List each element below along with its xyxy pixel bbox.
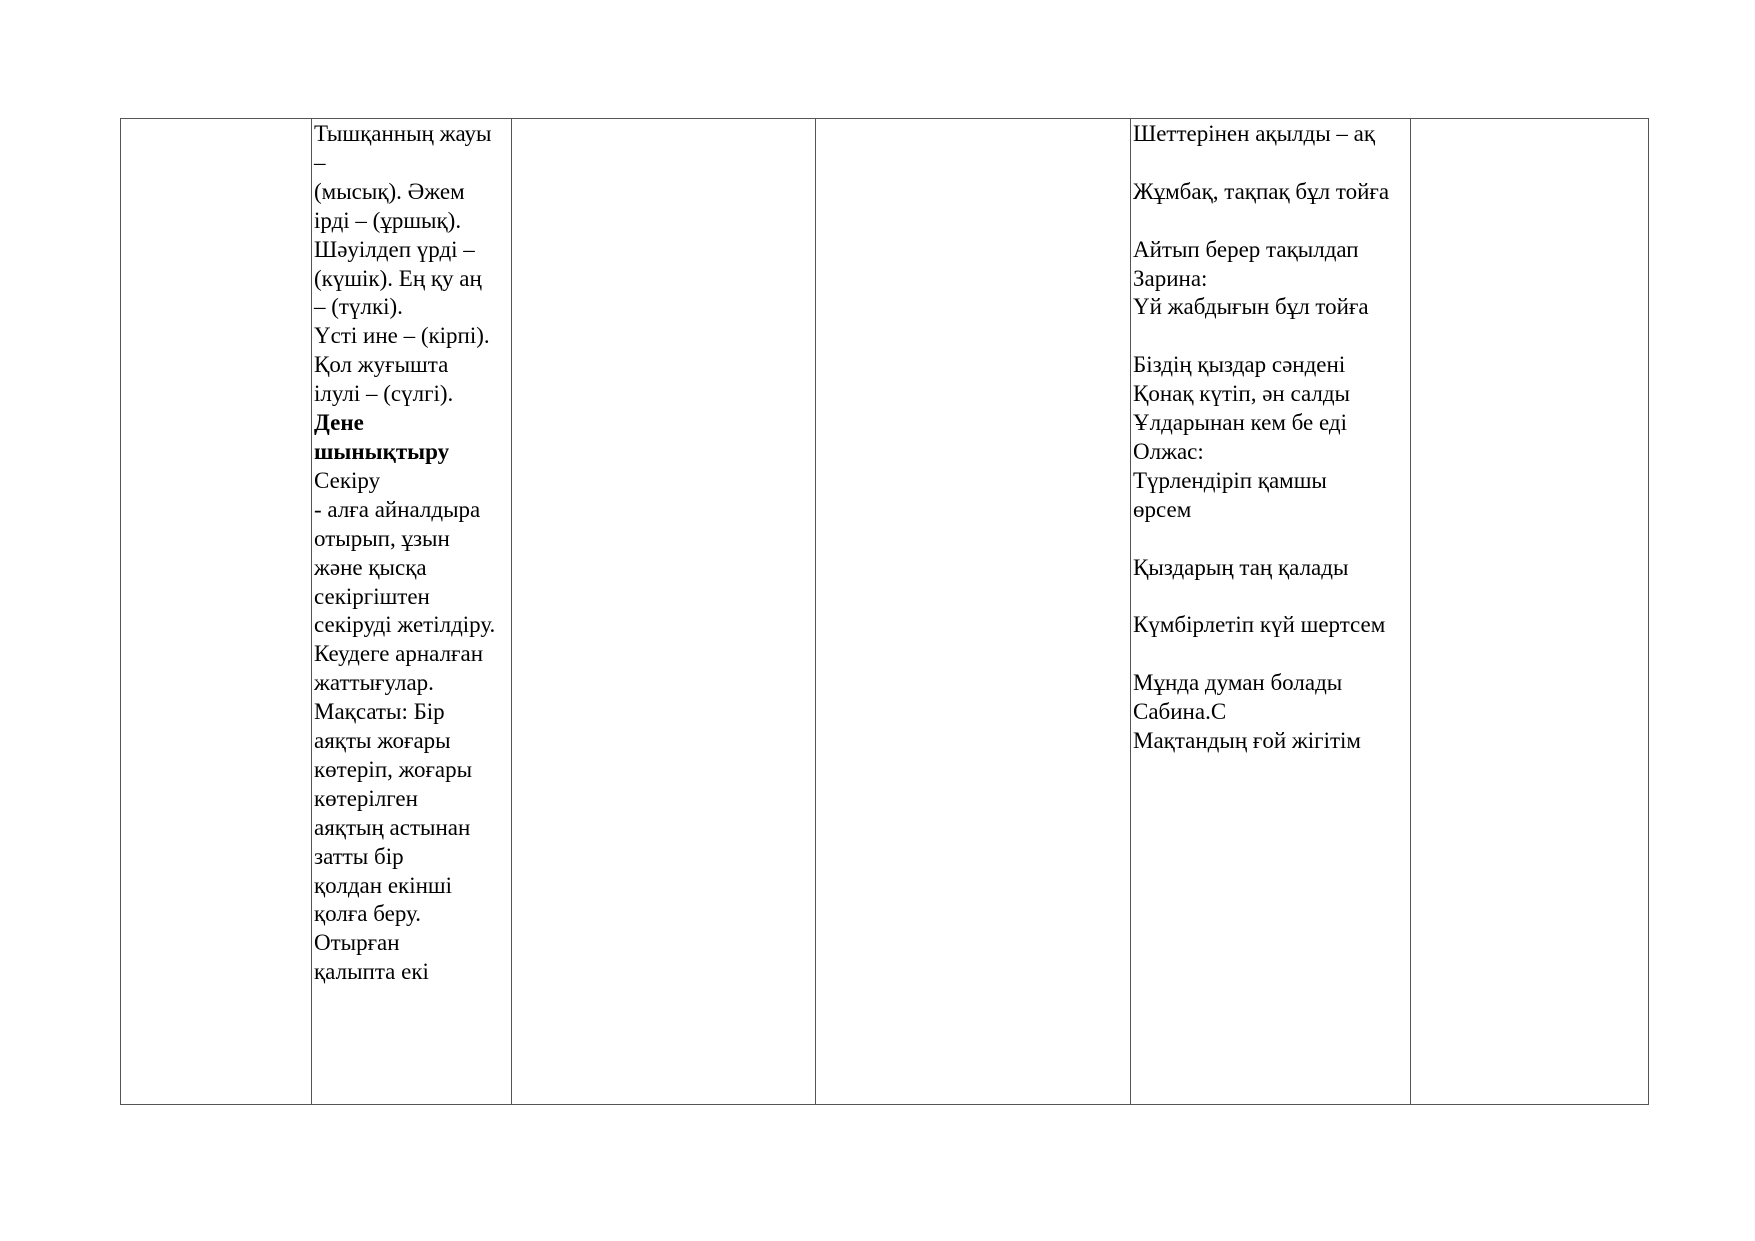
poem-text (1131, 119, 1410, 756)
text-line: – (314, 149, 326, 175)
table-cell-col3 (512, 119, 816, 1105)
text-line: Біздің қыздар сәндені (1133, 352, 1346, 378)
text-line: жаттығулар. (314, 670, 434, 696)
text-line: Ұлдарынан кем бе еді (1133, 410, 1347, 436)
text-line: Қол жуғышта (314, 352, 449, 378)
text-line: Үсті ине – (кірпі). (314, 323, 490, 349)
text-line: отырып, ұзын (314, 525, 450, 551)
text-line: (мысық). Әжем (314, 178, 465, 204)
text-line: Дене (314, 410, 364, 436)
blank-line (1133, 149, 1410, 178)
text-line: Олжас: (1133, 438, 1204, 464)
table-row (121, 119, 1649, 1105)
text-line: Қонақ күтіп, ән салды (1133, 381, 1351, 407)
blank-line (1133, 207, 1410, 236)
lesson-plan-table (120, 118, 1649, 1105)
text-line: ілулі – (сүлгі). (314, 381, 454, 407)
text-line: Секіру (314, 467, 381, 493)
text-line: қалыпта екі (314, 959, 429, 985)
text-line: секіргіштен (314, 583, 430, 609)
text-line: (күшік). Ең қу аң (314, 265, 482, 291)
text-line: Отырған (314, 930, 400, 956)
text-line: аяқтың астынан (314, 814, 471, 840)
text-line: секіруді жетілдіру. (314, 612, 496, 638)
text-line: - алға айналдыра (314, 496, 481, 522)
text-line: шынықтыру (314, 438, 450, 464)
text-line: Айтып берер тақылдап (1133, 236, 1359, 262)
table-cell-col2 (312, 119, 512, 1105)
text-line: аяқты жоғары (314, 728, 451, 754)
text-line: Шеттерінен ақылды – ақ (1133, 121, 1376, 146)
text-line: Мақсаты: Бір (314, 699, 445, 725)
text-line: Сабина.С (1133, 699, 1227, 725)
text-line: қолдан екінші (314, 872, 452, 898)
text-line: Түрлендіріп қамшы (1133, 467, 1327, 493)
text-line: Мұнда думан болады (1133, 670, 1343, 696)
blank-line (1133, 525, 1410, 554)
table-cell-col1 (121, 119, 312, 1105)
riddles-and-exercise-text (312, 119, 511, 987)
text-line: Жұмбақ, тақпақ бұл тойға (1133, 178, 1390, 204)
text-line: Кеудеге арналған (314, 641, 484, 667)
table-cell-col6 (1411, 119, 1649, 1105)
text-line: Шәуілдеп үрді – (314, 236, 475, 262)
text-line: затты бір (314, 843, 404, 869)
table-cell-col5 (1131, 119, 1411, 1105)
text-line: және қысқа (314, 554, 427, 580)
text-line: қолға беру. (314, 901, 421, 927)
text-line: өрсем (1133, 496, 1192, 522)
text-line: – (түлкі). (314, 294, 403, 320)
text-line: Қыздарың таң қалады (1133, 554, 1349, 580)
blank-line (1133, 322, 1410, 351)
text-line: көтеріп, жоғары (314, 756, 473, 782)
text-line: Зарина: (1133, 265, 1208, 291)
text-line: Мақтандың ғой жігітім (1133, 727, 1361, 753)
text-line: көтерілген (314, 785, 418, 811)
blank-line (1133, 640, 1410, 669)
text-line: Үй жабдығын бұл тойға (1133, 294, 1369, 320)
text-line: Күмбірлетіп күй шертсем (1133, 612, 1386, 638)
blank-line (1133, 582, 1410, 611)
text-line: ірді – (ұршық). (314, 207, 462, 233)
text-line: Тышқанның жауы (314, 121, 492, 146)
table-cell-col4 (816, 119, 1131, 1105)
